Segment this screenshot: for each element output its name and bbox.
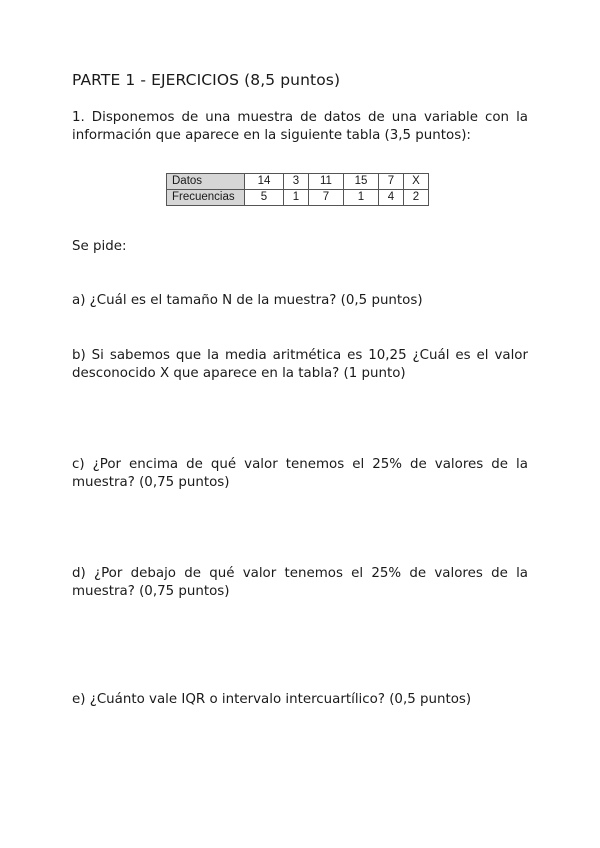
table-cell: 11 bbox=[309, 174, 344, 190]
question-b: b) Si sabemos que la media aritmética es 10,25 ¿Cuál es el valor desconocido X que aparece en la tabla? (1 punto) bbox=[72, 348, 528, 381]
exercise-1-intro: 1. Disponemos de una muestra de datos de una variable con la información que aparece en la siguiente tabla (3,5 puntos): bbox=[72, 110, 528, 143]
question-d: d) ¿Por debajo de qué valor tenemos el 25% de valores de la muestra? (0,75 puntos) bbox=[72, 566, 528, 599]
table-cell: 14 bbox=[245, 174, 284, 190]
table-cell: 1 bbox=[344, 190, 379, 206]
page-title: PARTE 1 - EJERCICIOS (8,5 puntos) bbox=[72, 71, 341, 89]
table-cell: 4 bbox=[379, 190, 404, 206]
table-cell: 7 bbox=[309, 190, 344, 206]
table-cell: 15 bbox=[344, 174, 379, 190]
table-cell: 7 bbox=[379, 174, 404, 190]
table-cell: 3 bbox=[284, 174, 309, 190]
table-cell: 5 bbox=[245, 190, 284, 206]
question-a: a) ¿Cuál es el tamaño N de la muestra? (0,5 puntos) bbox=[72, 293, 423, 308]
table-cell: 1 bbox=[284, 190, 309, 206]
question-c: c) ¿Por encima de qué valor tenemos el 25% de valores de la muestra? (0,75 puntos) bbox=[72, 457, 528, 490]
question-e: e) ¿Cuánto vale IQR o intervalo intercuartílico? (0,5 puntos) bbox=[72, 692, 472, 707]
row-label-datos: Datos bbox=[167, 174, 245, 190]
table-cell: X bbox=[404, 174, 429, 190]
table-cell: 2 bbox=[404, 190, 429, 206]
row-label-frecuencias: Frecuencias bbox=[167, 190, 245, 206]
se-pide-label: Se pide: bbox=[72, 239, 127, 254]
data-frequency-table bbox=[166, 173, 429, 206]
table-row-datos bbox=[167, 174, 429, 190]
table-row-frecuencias bbox=[167, 190, 429, 206]
